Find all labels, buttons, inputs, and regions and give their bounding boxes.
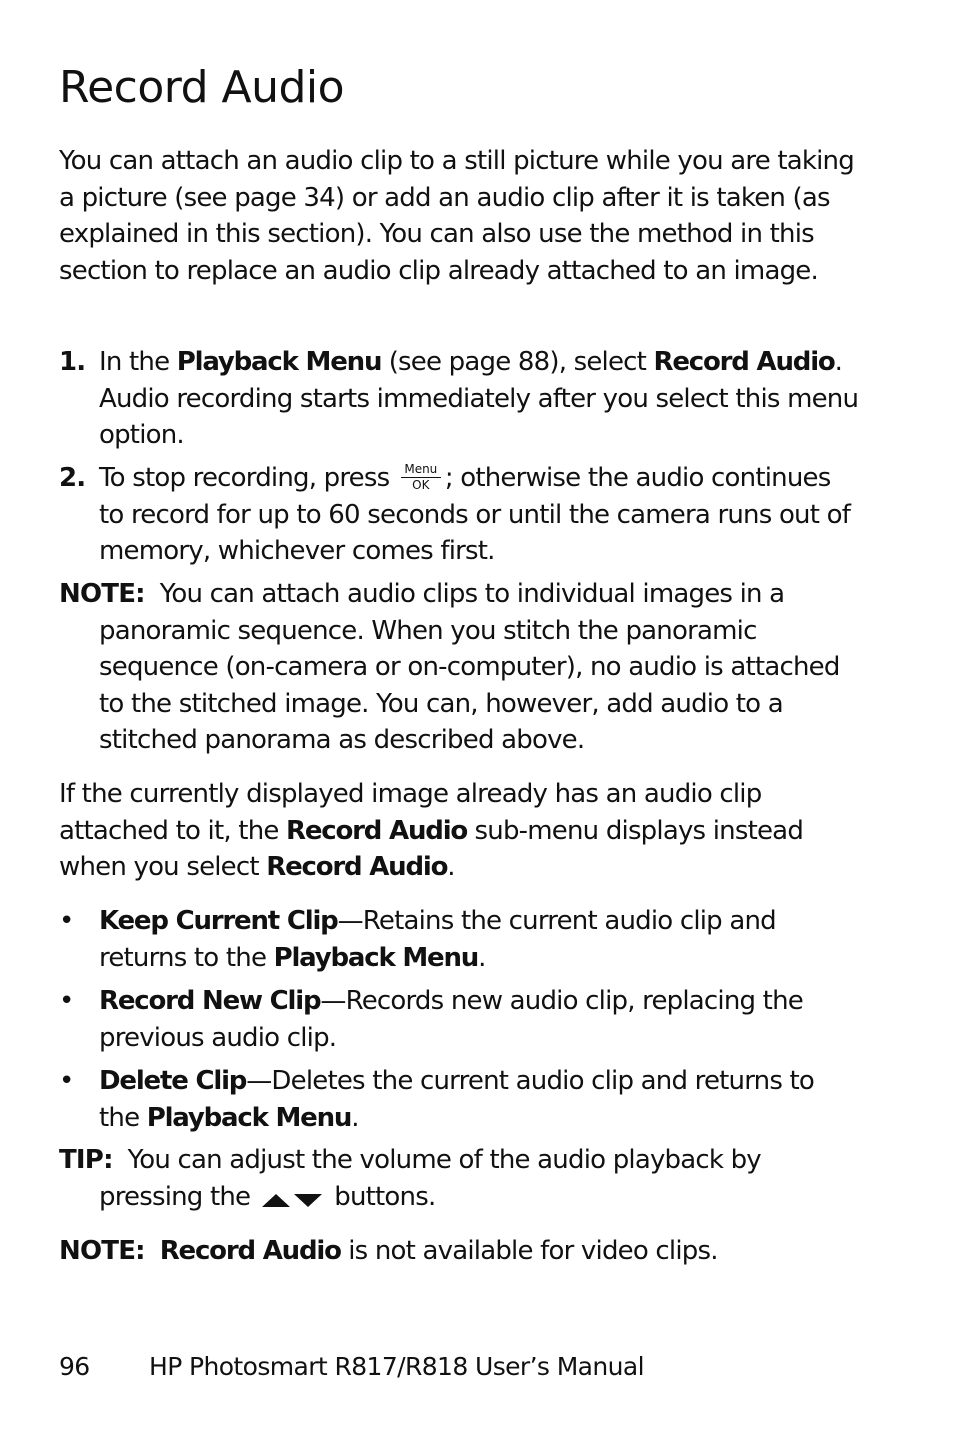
bullet-delete-clip [59,1063,859,1136]
step-1-playback-menu: Playback Menu [176,347,382,377]
note-1-label: NOTE: [59,579,145,609]
step-1-text-b: (see page 88), select [381,347,654,377]
bullet-2-term: Record New Clip [99,986,321,1016]
step-1-text-a: In the [99,347,177,377]
bullet-2-text: —Records new audio clip, replacing the previous audio clip. [99,986,803,1053]
step-2 [59,460,859,570]
bullet-marker: • [59,1066,74,1096]
step-1-record-audio: Record Audio [653,347,835,377]
para-2-record-audio-b: Record Audio [266,852,448,882]
step-2-text-b: ; otherwise the audio continues to record for up to 60 seconds or until the camera runs out of memory, whichever comes first. [99,463,851,566]
manual-title: HP Photosmart R817/R818 User’s Manual [149,1352,644,1381]
bullet-3-playback-menu: Playback Menu [146,1102,352,1133]
tip-label: TIP: [59,1145,113,1175]
menu-ok-icon-bottom: OK [412,478,430,492]
note-1-text: You can attach audio clips to individual images in a panoramic sequence. When you stitch the panoramic sequence (on-camera or on-computer), no audio is attached to the stitched image. You can, however, add audio to a stitched panorama as described above. [99,579,840,755]
existing-clip-paragraph [59,776,859,886]
step-2-text-a: To stop recording, press [99,463,397,493]
para-2-text-c: . [447,852,455,882]
para-2-text-b: sub-menu displays instead when you select [59,815,804,882]
bullet-1-end: . [478,942,486,973]
up-down-arrows-icon [260,1183,324,1220]
step-2-number: 2. [59,463,86,493]
page-footer [59,1352,644,1381]
note-panoramic [59,576,859,759]
note-2-text: is not available for video clips. [340,1236,718,1266]
bullet-marker: • [59,986,74,1016]
menu-ok-icon-top: Menu [401,463,441,478]
tip-volume [59,1142,859,1219]
page-title: Record Audio [59,62,345,113]
bullet-1-playback-menu: Playback Menu [273,942,479,973]
bullet-3-text: —Deletes the current audio clip and returns to the [99,1066,815,1133]
bullet-record-new-clip [59,983,859,1056]
bullet-3-term: Delete Clip [99,1066,247,1096]
page-number: 96 [59,1352,90,1381]
note-video-clips [59,1233,859,1270]
bullet-1-text: —Retains the current audio clip and returns to the [99,906,776,973]
bullet-marker: • [59,906,74,936]
step-1-number: 1. [59,347,86,377]
bullet-3-end: . [351,1102,359,1133]
step-1-text-c: . Audio recording starts immediately after you select this menu option. [99,347,859,450]
menu-ok-button-icon [401,462,441,492]
step-1 [59,344,859,454]
para-2-text-a: If the currently displayed image already has an audio clip attached to it, the [59,779,762,846]
tip-text-a: You can adjust the volume of the audio playback by pressing the [99,1145,761,1212]
bullet-1-term: Keep Current Clip [99,906,338,936]
note-2-record-audio: Record Audio [159,1236,341,1266]
bullet-keep-current-clip [59,903,859,976]
tip-text-b: buttons. [334,1181,436,1212]
note-2-label: NOTE: [59,1236,145,1266]
para-2-record-audio-a: Record Audio [286,815,468,846]
intro-paragraph: You can attach an audio clip to a still picture while you are taking a picture (see page 34) or add an audio clip after it is taken (as explained in this section). You can also use the method in this section to replace an audio clip already attached to an image. [59,146,854,286]
